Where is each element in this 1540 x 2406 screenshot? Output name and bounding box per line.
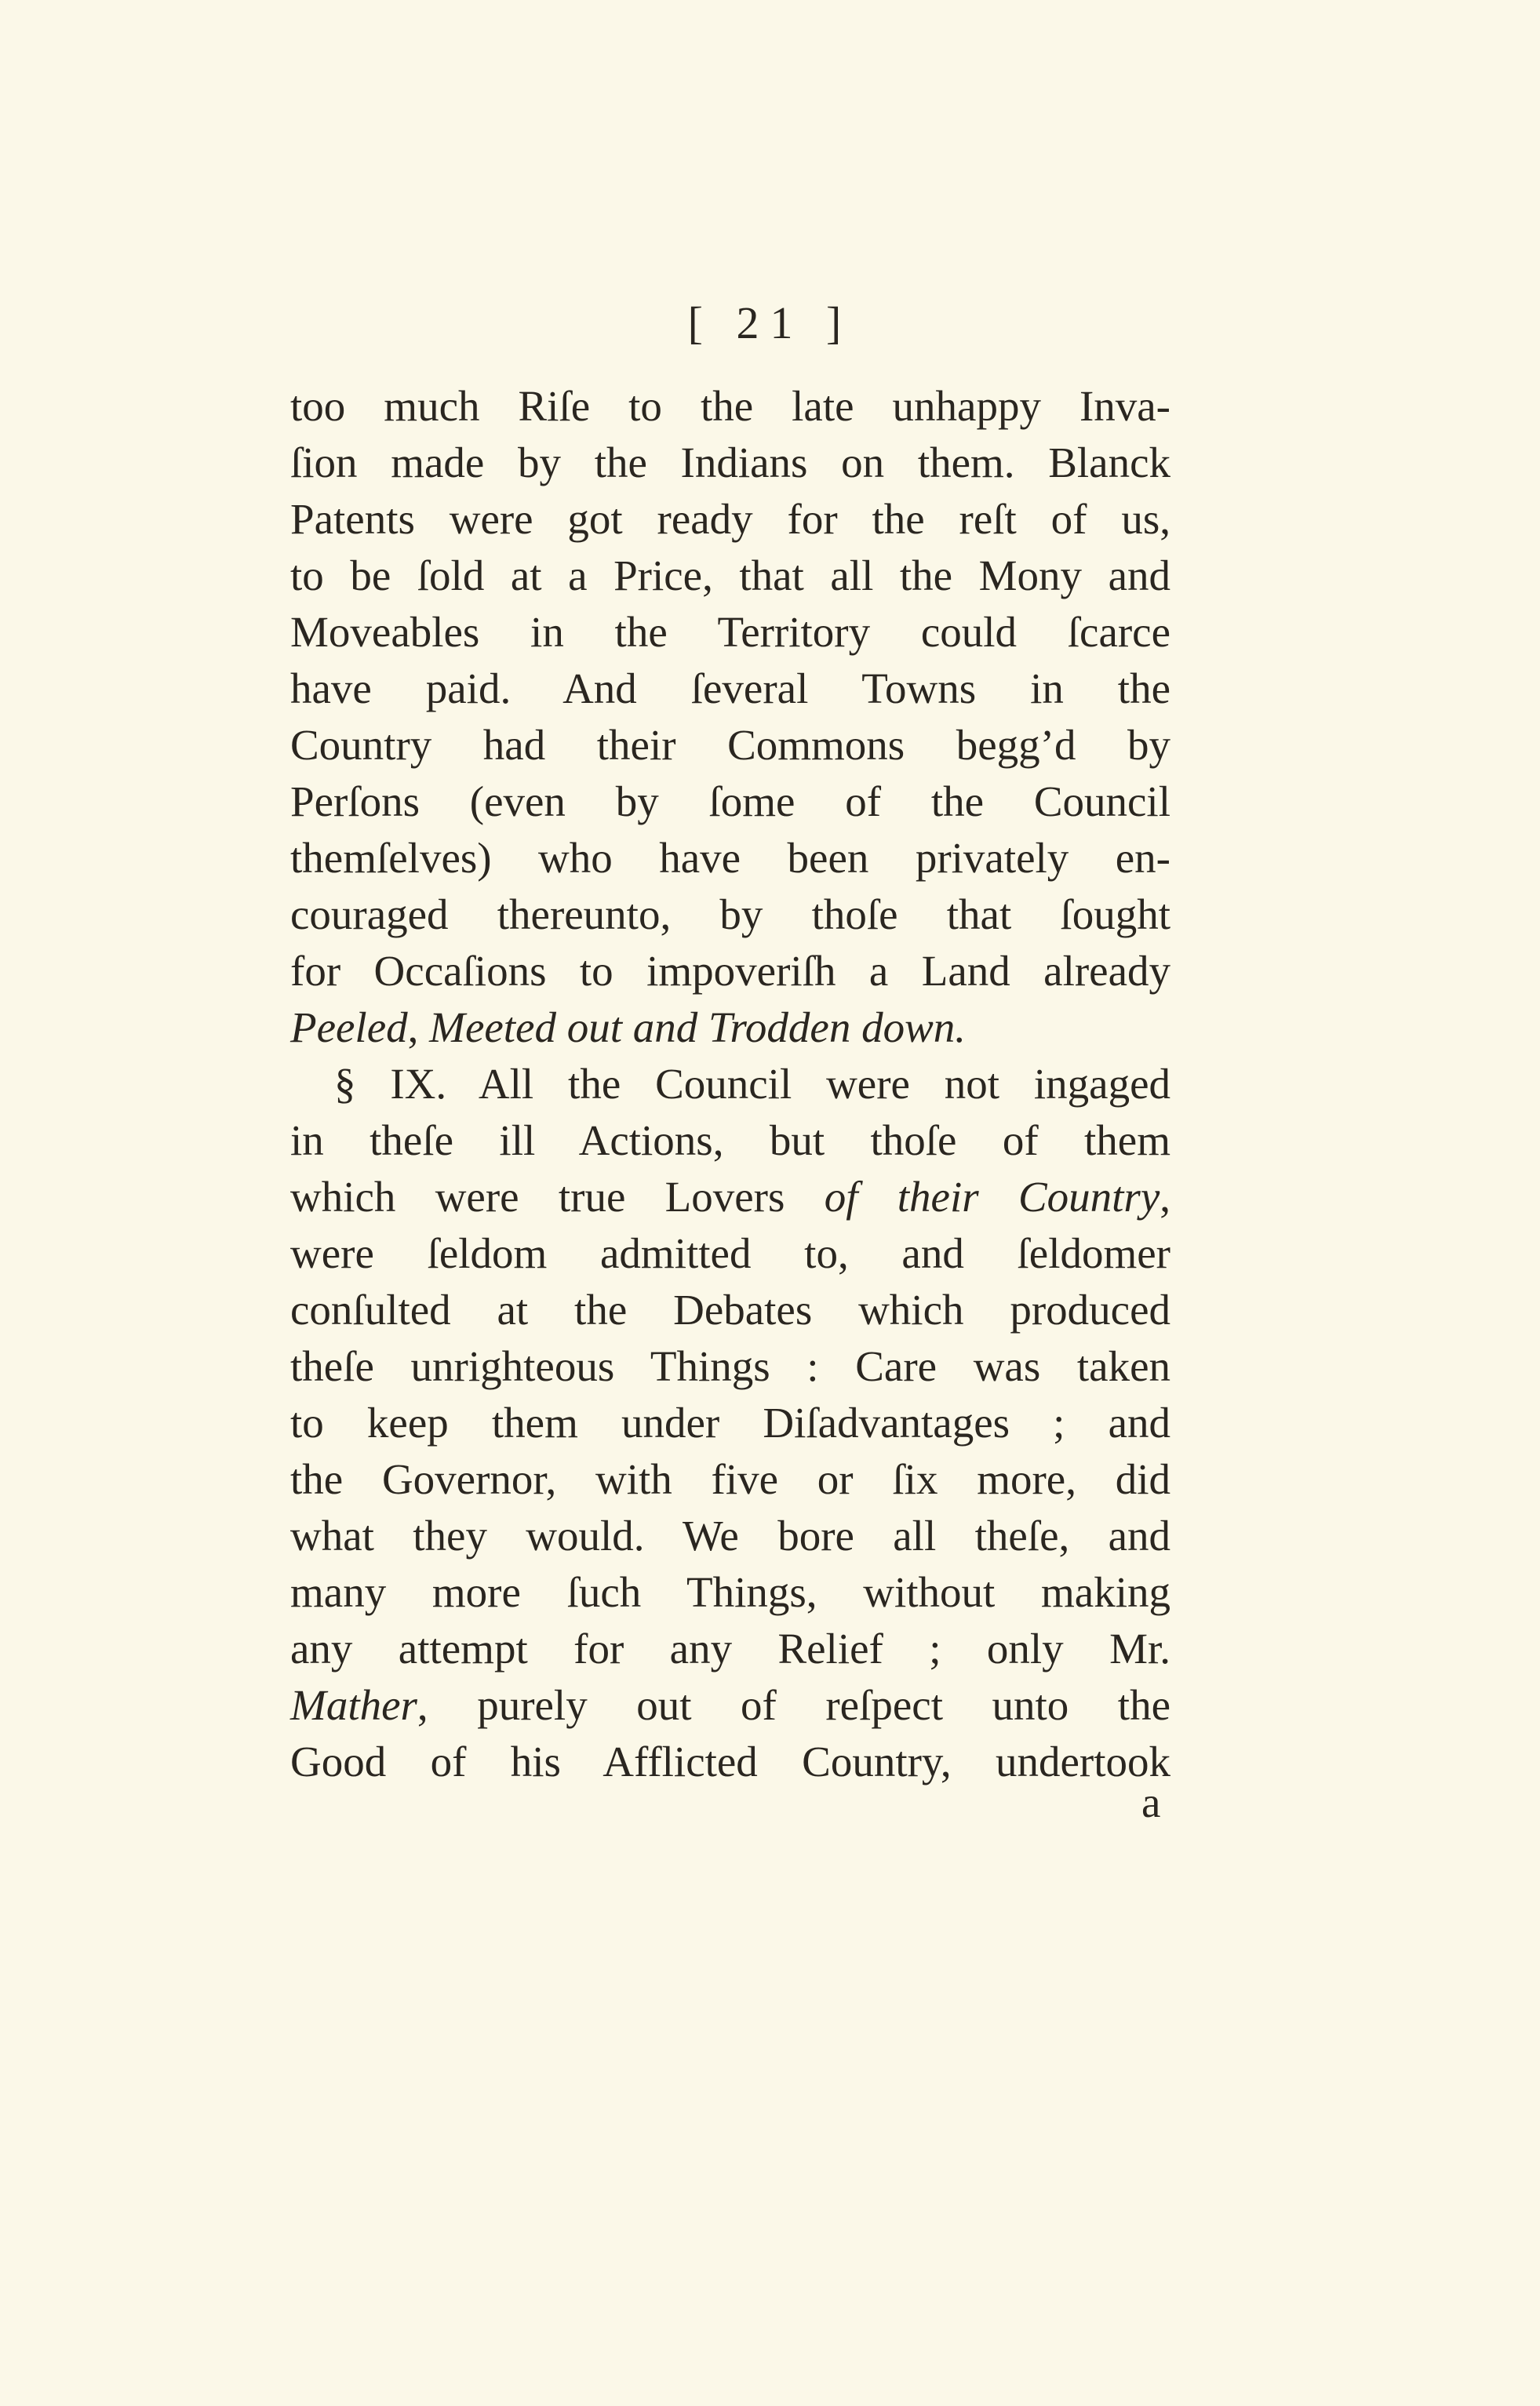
text-line-10 bbox=[290, 886, 1170, 943]
text-run: Moveables in the Territory could ſcarce bbox=[290, 608, 1170, 656]
text-line-1 bbox=[290, 378, 1170, 435]
text-run: , bbox=[407, 1003, 430, 1051]
text-run: what they would. We bore all theſe, and bbox=[290, 1512, 1170, 1560]
text-run: § IX. All the Council were not ingaged bbox=[334, 1060, 1170, 1108]
text-run: Patents were got ready for the reſt of us, bbox=[290, 495, 1170, 543]
text-run: Good of his Afflicted Country, undertook bbox=[290, 1738, 1170, 1785]
text-run: themſelves) who have been privately en- bbox=[290, 834, 1170, 882]
text-run: , bbox=[1160, 1173, 1170, 1221]
text-run: Perſons (even by ſome of the Council bbox=[290, 777, 1170, 825]
text-line-18 bbox=[290, 1338, 1170, 1395]
page-number: [ 21 ] bbox=[687, 297, 853, 348]
text-run: which were true Lovers bbox=[290, 1173, 825, 1221]
text-run: couraged thereunto, by thoſe that ſought bbox=[290, 890, 1170, 938]
text-line-2 bbox=[290, 435, 1170, 491]
text-run: for Occaſions to impoveriſh a Land already bbox=[290, 947, 1170, 995]
italic-text: of their Country bbox=[824, 1173, 1160, 1221]
text-run: ſion made by the Indians on them. Blanck bbox=[290, 439, 1170, 486]
text-run: to keep them under Diſadvantages ; and bbox=[290, 1399, 1170, 1447]
text-line-9 bbox=[290, 830, 1170, 886]
text-line-5 bbox=[290, 604, 1170, 661]
text-line-17 bbox=[290, 1282, 1170, 1338]
italic-text: Meeted out and Trodden down. bbox=[429, 1003, 966, 1051]
text-line-7 bbox=[290, 717, 1170, 773]
text-run: any attempt for any Relief ; only Mr. bbox=[290, 1625, 1170, 1673]
text-run: , purely out of reſpect unto the bbox=[417, 1681, 1170, 1729]
text-run: Country had their Commons begg’d by bbox=[290, 721, 1170, 769]
text-run: to be ſold at a Price, that all the Mony and bbox=[290, 551, 1170, 599]
italic-text: Mather bbox=[290, 1681, 417, 1729]
text-line-21 bbox=[290, 1508, 1170, 1564]
text-line-25 bbox=[290, 1734, 1170, 1790]
catchword: a bbox=[1141, 1778, 1161, 1826]
text-line-8 bbox=[290, 773, 1170, 830]
text-line-15 bbox=[290, 1169, 1170, 1225]
text-run: theſe unrighteous Things : Care was taken bbox=[290, 1342, 1170, 1390]
text-line-23 bbox=[290, 1621, 1170, 1677]
text-line-4 bbox=[290, 548, 1170, 604]
text-run: were ſeldom admitted to, and ſeldomer bbox=[290, 1229, 1170, 1277]
text-line-11 bbox=[290, 943, 1170, 999]
body-text bbox=[290, 378, 1170, 1790]
text-run: too much Riſe to the late unhappy Inva- bbox=[290, 382, 1170, 430]
text-run: in theſe ill Actions, but thoſe of them bbox=[290, 1116, 1170, 1164]
text-line-22 bbox=[290, 1564, 1170, 1621]
text-line-13 bbox=[290, 1056, 1170, 1112]
text-line-14 bbox=[290, 1112, 1170, 1169]
text-run: the Governor, with five or ſix more, did bbox=[290, 1455, 1170, 1503]
italic-text: Peeled bbox=[290, 1003, 408, 1051]
text-line-24 bbox=[290, 1677, 1170, 1734]
text-run: have paid. And ſeveral Towns in the bbox=[290, 664, 1170, 712]
text-line-16 bbox=[290, 1225, 1170, 1282]
text-line-3 bbox=[290, 491, 1170, 548]
text-line-12 bbox=[290, 999, 1170, 1056]
text-line-20 bbox=[290, 1451, 1170, 1508]
text-run: many more ſuch Things, without making bbox=[290, 1568, 1170, 1616]
text-line-6 bbox=[290, 661, 1170, 717]
text-line-19 bbox=[290, 1395, 1170, 1451]
text-run: conſulted at the Debates which produced bbox=[290, 1286, 1170, 1334]
